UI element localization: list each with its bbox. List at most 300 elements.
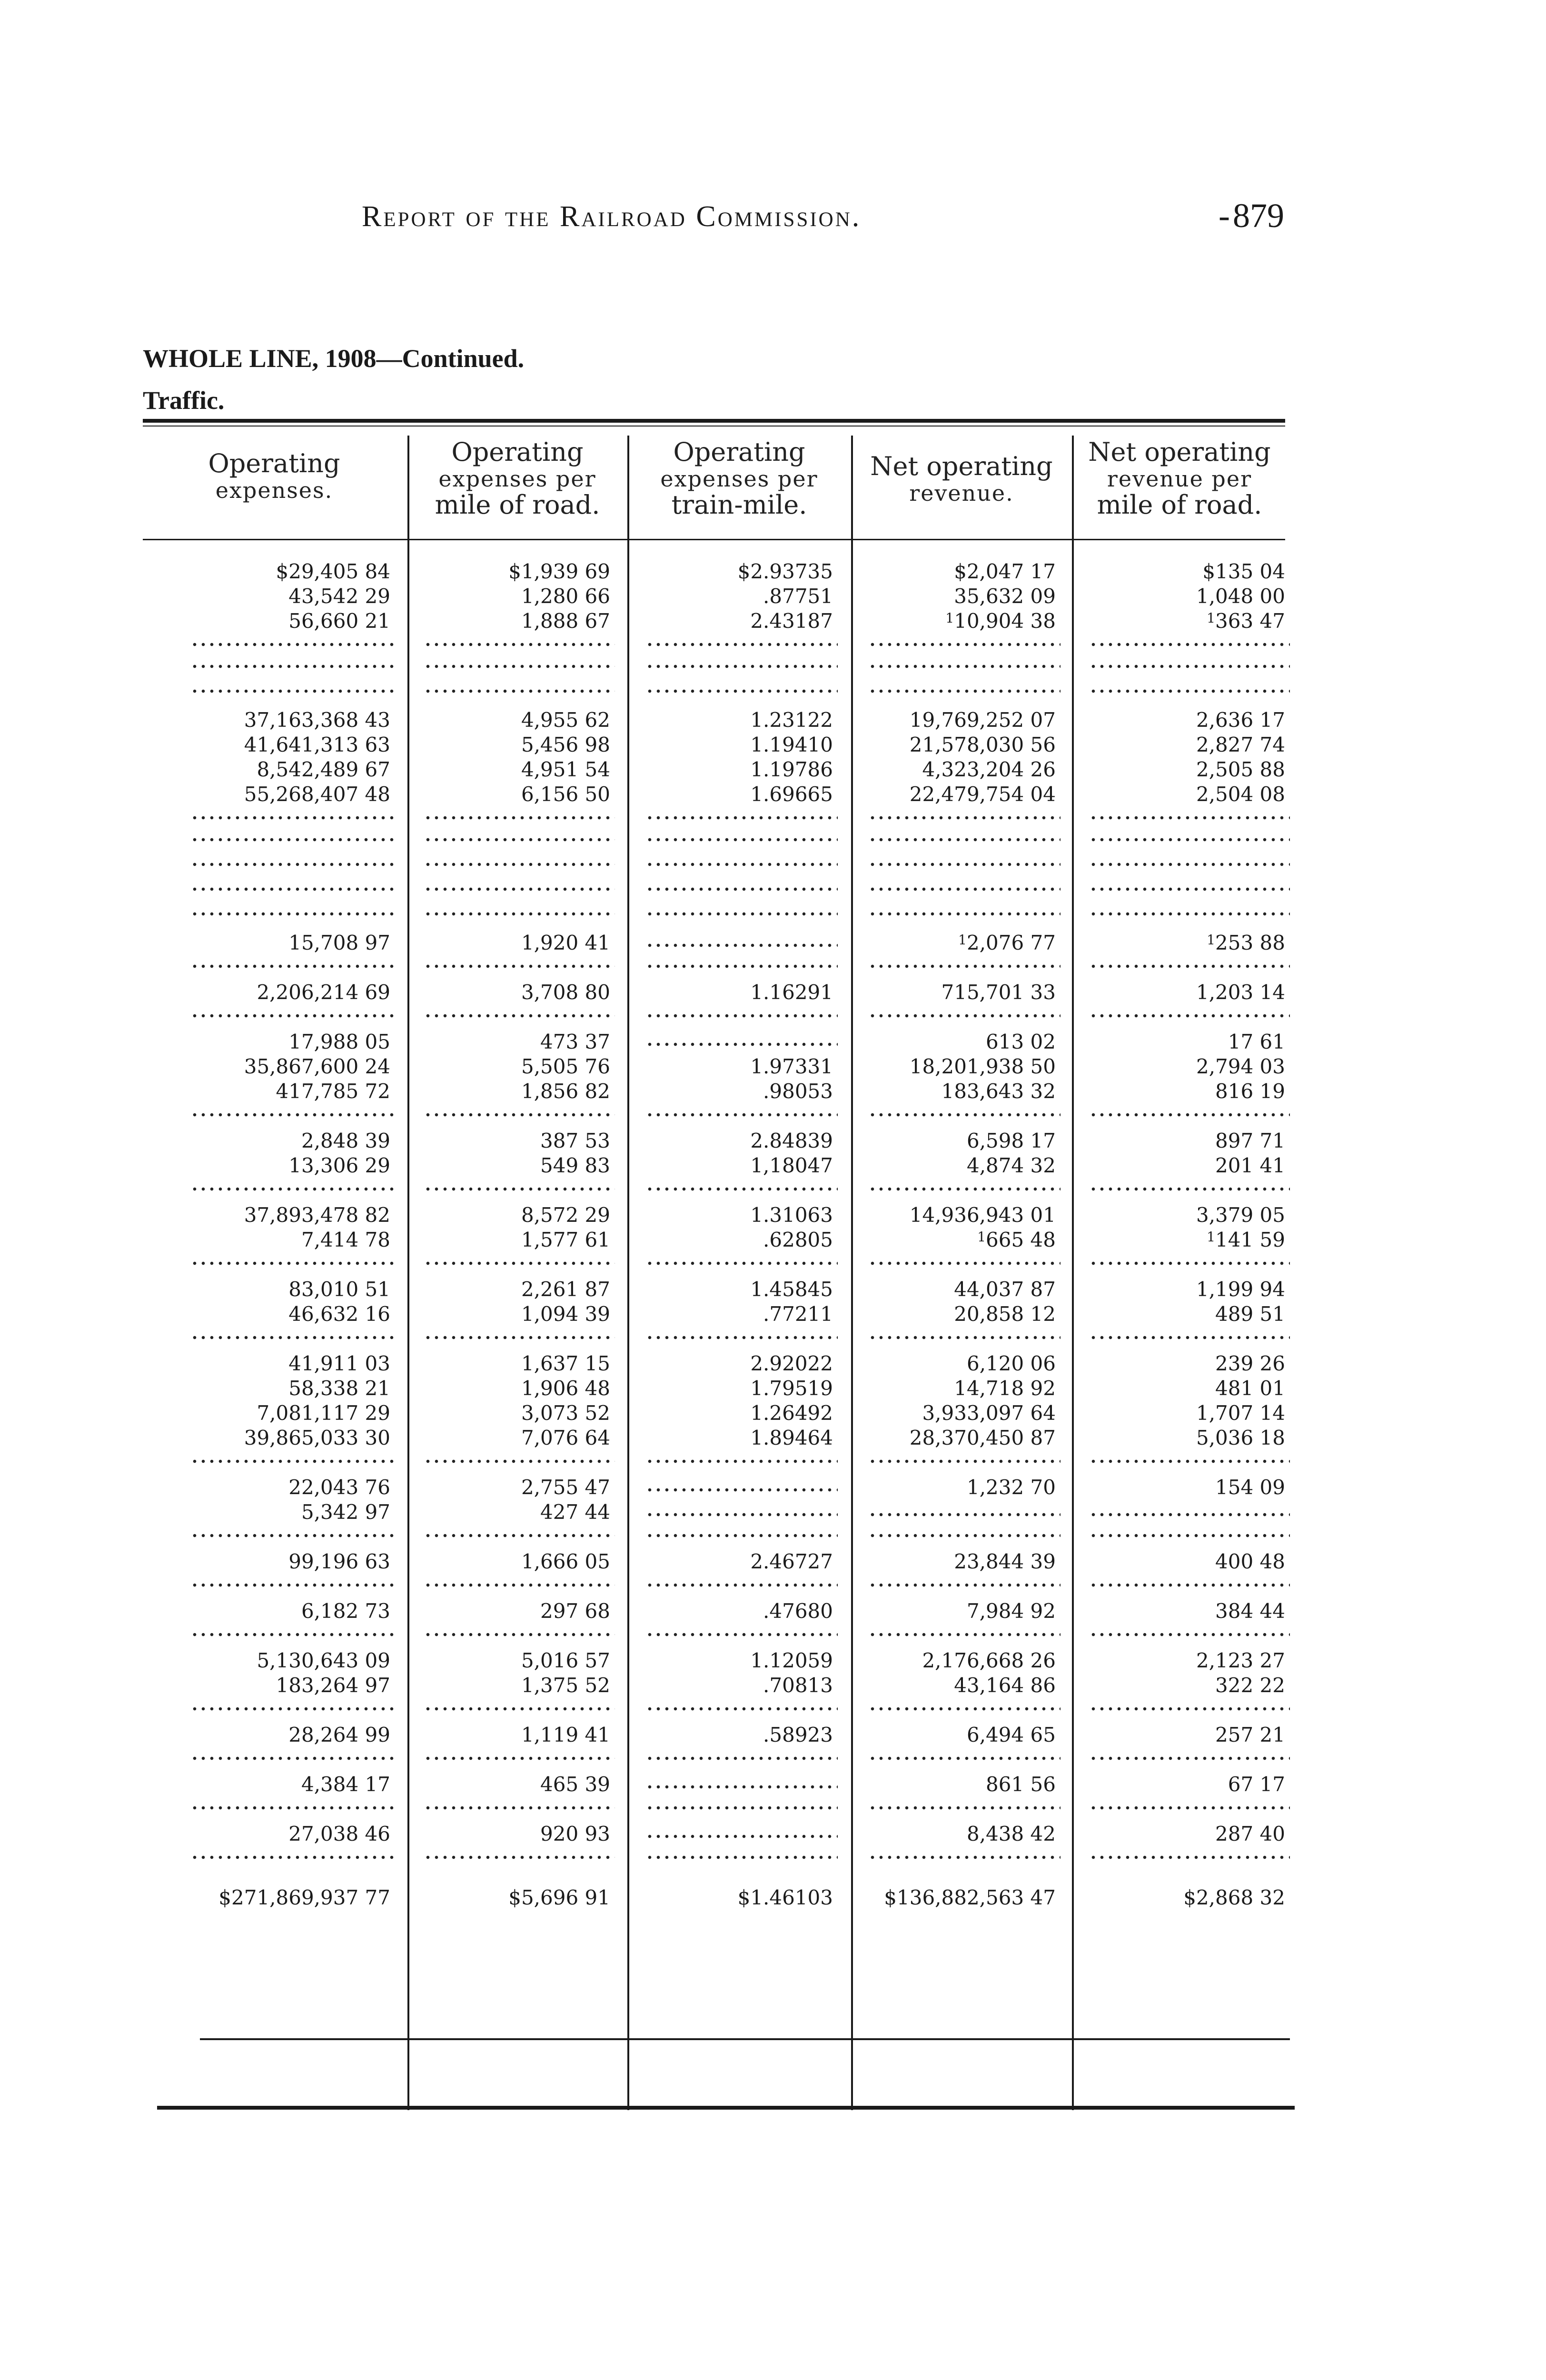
dot-leader bbox=[424, 642, 615, 647]
table-cell: $1,939 69 bbox=[508, 560, 610, 583]
table-cell: 2.43187 bbox=[750, 609, 833, 633]
page-number: 879 bbox=[1232, 197, 1284, 235]
dot-leader bbox=[190, 912, 395, 916]
table-cell: 2,261 87 bbox=[521, 1278, 610, 1301]
table-cell: 41,911 03 bbox=[288, 1352, 390, 1375]
table-cell: 2,176,668 26 bbox=[922, 1649, 1056, 1672]
dot-leader bbox=[424, 1583, 615, 1587]
dot-leader bbox=[1089, 887, 1290, 892]
dot-leader bbox=[1089, 1706, 1290, 1711]
subsection-title: Traffic. bbox=[143, 386, 225, 415]
dot-leader bbox=[645, 1756, 838, 1761]
dot-leader bbox=[868, 1112, 1060, 1117]
dot-leader bbox=[645, 1706, 838, 1711]
table-cell: .87751 bbox=[763, 585, 833, 608]
dot-leader bbox=[1089, 1187, 1290, 1191]
table-cell: 2.92022 bbox=[750, 1352, 833, 1375]
table-cell: 2.84839 bbox=[750, 1129, 833, 1152]
dot-leader bbox=[424, 1335, 615, 1340]
dot-leader bbox=[645, 1632, 838, 1637]
table-cell: 322 22 bbox=[1215, 1674, 1285, 1697]
table-cell: 28,264 99 bbox=[288, 1723, 390, 1746]
table-cell: 7,984 92 bbox=[966, 1599, 1056, 1623]
column-header bbox=[629, 438, 849, 533]
table-cell: 27,038 46 bbox=[288, 1822, 390, 1845]
table-cell: 1,906 48 bbox=[521, 1377, 610, 1400]
table-cell: 1.31063 bbox=[750, 1203, 833, 1227]
dot-leader bbox=[645, 689, 838, 694]
table-cell: 4,874 32 bbox=[966, 1154, 1056, 1177]
dot-leader bbox=[190, 1459, 395, 1464]
dot-leader bbox=[868, 1583, 1060, 1587]
table-cell: 83,010 51 bbox=[288, 1278, 390, 1301]
table-cell: 1,203 14 bbox=[1196, 981, 1285, 1004]
dot-leader bbox=[1089, 689, 1290, 694]
dot-leader bbox=[868, 837, 1060, 842]
dot-leader bbox=[868, 1187, 1060, 1191]
dot-leader bbox=[868, 1512, 1060, 1517]
table-cell: 1,094 39 bbox=[521, 1302, 610, 1326]
dot-leader bbox=[424, 1533, 615, 1538]
table-cell: 287 40 bbox=[1215, 1822, 1285, 1845]
dot-leader bbox=[424, 1805, 615, 1810]
table-cell: 1.23122 bbox=[750, 708, 833, 732]
dot-leader bbox=[1089, 912, 1290, 916]
dot-leader bbox=[645, 912, 838, 916]
dot-leader bbox=[645, 1855, 838, 1860]
dot-leader bbox=[645, 1187, 838, 1191]
dot-leader bbox=[1089, 1632, 1290, 1637]
dot-leader bbox=[190, 1756, 395, 1761]
dot-leader bbox=[645, 837, 838, 842]
table-cell: 1,199 94 bbox=[1196, 1278, 1285, 1301]
table-cell: 20,858 12 bbox=[954, 1302, 1056, 1326]
table-cell: 3,933,097 64 bbox=[922, 1401, 1056, 1425]
table-cell: 417,785 72 bbox=[276, 1080, 390, 1103]
column-header bbox=[853, 438, 1070, 547]
dot-leader bbox=[645, 1013, 838, 1018]
dot-leader bbox=[1089, 1261, 1290, 1266]
column-header-line: mile of road. bbox=[435, 490, 600, 520]
dot-leader bbox=[424, 1261, 615, 1266]
dot-leader bbox=[868, 1335, 1060, 1340]
dot-leader bbox=[1089, 1459, 1290, 1464]
table-cell: 22,043 76 bbox=[288, 1476, 390, 1499]
table-cell: 1,577 61 bbox=[521, 1228, 610, 1251]
dot-leader bbox=[645, 642, 838, 647]
dot-leader bbox=[1089, 1855, 1290, 1860]
dot-leader bbox=[645, 943, 838, 948]
table-cell: 1.69665 bbox=[750, 783, 833, 806]
dot-leader bbox=[424, 664, 615, 669]
table-cell: 154 09 bbox=[1215, 1476, 1285, 1499]
table-cell: 7,076 64 bbox=[521, 1426, 610, 1449]
table-cell: 4,955 62 bbox=[521, 708, 610, 732]
table-cell: 35,867,600 24 bbox=[244, 1055, 390, 1078]
table-cell: 1,637 15 bbox=[521, 1352, 610, 1375]
dot-leader bbox=[868, 887, 1060, 892]
total-cell: $5,696 91 bbox=[508, 1886, 610, 1909]
table-cell: 489 51 bbox=[1215, 1302, 1285, 1326]
table-cell: 715,701 33 bbox=[941, 981, 1056, 1004]
dot-leader bbox=[868, 1632, 1060, 1637]
dot-leader bbox=[190, 1187, 395, 1191]
table-cell: 55,268,407 48 bbox=[244, 783, 390, 806]
table-cell: 1,707 14 bbox=[1196, 1401, 1285, 1425]
table-cell: 2,794 03 bbox=[1196, 1055, 1285, 1078]
table-cell: $^1$2,076 77 bbox=[958, 931, 1056, 954]
column-header-line: mile of road. bbox=[1097, 490, 1262, 520]
table-cell: 1,920 41 bbox=[521, 931, 610, 954]
table-cell: 5,505 76 bbox=[521, 1055, 610, 1078]
dot-leader bbox=[868, 642, 1060, 647]
column-header-line: Operating bbox=[208, 448, 340, 478]
column-header-line: revenue. bbox=[909, 480, 1014, 506]
dot-leader bbox=[424, 1706, 615, 1711]
table-cell: 39,865,033 30 bbox=[244, 1426, 390, 1449]
dot-leader bbox=[424, 1013, 615, 1018]
table-cell: 15,708 97 bbox=[288, 931, 390, 954]
table-cell: 5,456 98 bbox=[521, 733, 610, 756]
table-cell: 257 21 bbox=[1215, 1723, 1285, 1746]
table-cell: 239 26 bbox=[1215, 1352, 1285, 1375]
table-cell: 37,893,478 82 bbox=[244, 1203, 390, 1227]
table-cell: 1,119 41 bbox=[521, 1723, 610, 1746]
dot-leader bbox=[190, 1533, 395, 1538]
dot-leader bbox=[645, 1805, 838, 1810]
table-cell: 6,156 50 bbox=[521, 783, 610, 806]
dot-leader bbox=[424, 912, 615, 916]
table-cell: 37,163,368 43 bbox=[244, 708, 390, 732]
dot-leader bbox=[645, 1042, 838, 1047]
table-cell: 4,384 17 bbox=[301, 1773, 390, 1796]
dot-leader bbox=[645, 1512, 838, 1517]
dot-leader bbox=[1089, 664, 1290, 669]
table-cell: 1,666 05 bbox=[521, 1550, 610, 1573]
dot-leader bbox=[868, 664, 1060, 669]
dot-leader bbox=[1089, 1512, 1290, 1517]
dot-leader bbox=[190, 1805, 395, 1810]
table-cell: 2,123 27 bbox=[1196, 1649, 1285, 1672]
dot-leader bbox=[190, 862, 395, 867]
dot-leader bbox=[190, 689, 395, 694]
dot-leader bbox=[645, 1488, 838, 1492]
table-cell: 58,338 21 bbox=[288, 1377, 390, 1400]
table-cell: 6,120 06 bbox=[966, 1352, 1056, 1375]
table-cell: 7,081,117 29 bbox=[257, 1401, 390, 1425]
table-cell: 3,379 05 bbox=[1196, 1203, 1285, 1227]
table-cell: 384 44 bbox=[1215, 1599, 1285, 1623]
dot-leader bbox=[645, 1459, 838, 1464]
table-cell: 1.26492 bbox=[750, 1401, 833, 1425]
table-cell: 22,479,754 04 bbox=[909, 783, 1056, 806]
dot-leader bbox=[1089, 1335, 1290, 1340]
dot-leader bbox=[645, 862, 838, 867]
dot-leader bbox=[868, 1706, 1060, 1711]
table-cell: 17 61 bbox=[1228, 1030, 1285, 1053]
table-cell: 67 17 bbox=[1228, 1773, 1285, 1796]
dot-leader bbox=[190, 815, 395, 820]
table-cell: 1.12059 bbox=[750, 1649, 833, 1672]
dot-leader bbox=[645, 887, 838, 892]
dot-leader bbox=[868, 912, 1060, 916]
table-cell: 5,130,643 09 bbox=[257, 1649, 390, 1672]
table-cell: 7,414 78 bbox=[301, 1228, 390, 1251]
dot-leader bbox=[190, 664, 395, 669]
dot-leader bbox=[645, 964, 838, 969]
table-cell: 2.46727 bbox=[750, 1550, 833, 1573]
dot-leader bbox=[645, 664, 838, 669]
table-cell: 1.79519 bbox=[750, 1377, 833, 1400]
dot-leader bbox=[424, 815, 615, 820]
dot-leader bbox=[645, 1834, 838, 1839]
table-cell: $29,405 84 bbox=[276, 560, 390, 583]
table-cell: 6,598 17 bbox=[966, 1129, 1056, 1152]
table-cell: 44,037 87 bbox=[954, 1278, 1056, 1301]
table-cell: .98053 bbox=[763, 1080, 833, 1103]
table-cell: 14,718 92 bbox=[954, 1377, 1056, 1400]
table-cell: 41,641,313 63 bbox=[244, 733, 390, 756]
column-divider bbox=[627, 436, 629, 2110]
table-cell: 14,936,943 01 bbox=[909, 1203, 1056, 1227]
table-cell: 8,438 42 bbox=[966, 1822, 1056, 1845]
page-number-container bbox=[1219, 196, 1284, 236]
table-cell: 183,643 32 bbox=[941, 1080, 1056, 1103]
table-cell: 400 48 bbox=[1215, 1550, 1285, 1573]
dot-leader bbox=[190, 1583, 395, 1587]
table-cell: 2,848 39 bbox=[301, 1129, 390, 1152]
dot-leader bbox=[645, 1261, 838, 1266]
table-cell: 549 83 bbox=[540, 1154, 610, 1177]
table-cell: 1.45845 bbox=[750, 1278, 833, 1301]
dot-leader bbox=[868, 862, 1060, 867]
table-cell: 43,164 86 bbox=[954, 1674, 1056, 1697]
table-cell: 6,182 73 bbox=[301, 1599, 390, 1623]
table-cell: 1.19410 bbox=[750, 733, 833, 756]
table-cell: 297 68 bbox=[540, 1599, 610, 1623]
table-cell: .77211 bbox=[763, 1302, 833, 1326]
dot-leader bbox=[190, 1112, 395, 1117]
table-cell: 1,232 70 bbox=[966, 1476, 1056, 1499]
running-head: Report of the Railroad Commission. bbox=[362, 200, 862, 233]
column-divider bbox=[407, 436, 409, 2110]
table-cell: 427 44 bbox=[540, 1500, 610, 1524]
column-header-line: Net operating bbox=[1088, 437, 1271, 467]
dot-leader bbox=[190, 642, 395, 647]
table-cell: 4,951 54 bbox=[521, 758, 610, 781]
dot-leader bbox=[645, 1583, 838, 1587]
total-cell: $1.46103 bbox=[737, 1886, 833, 1909]
dot-leader bbox=[424, 1855, 615, 1860]
dot-leader bbox=[868, 1013, 1060, 1018]
total-rule bbox=[200, 2038, 1290, 2040]
dot-leader bbox=[1089, 815, 1290, 820]
table-cell: 3,073 52 bbox=[521, 1401, 610, 1425]
table-cell: 465 39 bbox=[540, 1773, 610, 1796]
dot-leader bbox=[868, 815, 1060, 820]
dot-leader bbox=[1089, 1533, 1290, 1538]
dot-leader bbox=[1089, 837, 1290, 842]
column-divider bbox=[1072, 436, 1074, 2110]
table-cell: 8,542,489 67 bbox=[257, 758, 390, 781]
table-cell: 5,036 18 bbox=[1196, 1426, 1285, 1449]
column-header bbox=[1074, 438, 1285, 533]
table-cell: 1,856 82 bbox=[521, 1080, 610, 1103]
table-cell: 2,636 17 bbox=[1196, 708, 1285, 732]
dot-leader bbox=[424, 689, 615, 694]
dot-leader bbox=[424, 1459, 615, 1464]
table-cell: 1.97331 bbox=[750, 1055, 833, 1078]
table-cell: 897 71 bbox=[1215, 1129, 1285, 1152]
table-cell: $2,047 17 bbox=[954, 560, 1056, 583]
table-cell: 8,572 29 bbox=[521, 1203, 610, 1227]
dot-leader bbox=[868, 689, 1060, 694]
dot-leader bbox=[190, 837, 395, 842]
table-cell: 2,755 47 bbox=[521, 1476, 610, 1499]
dot-leader bbox=[1089, 964, 1290, 969]
column-header-line: Operating bbox=[673, 437, 805, 467]
table-cell: 18,201,938 50 bbox=[909, 1055, 1056, 1078]
table-cell: 920 93 bbox=[540, 1822, 610, 1845]
table-cell: 21,578,030 56 bbox=[909, 733, 1056, 756]
table-cell: 23,844 39 bbox=[954, 1550, 1056, 1573]
table-cell: 613 02 bbox=[986, 1030, 1056, 1053]
table-cell: $^1$665 48 bbox=[977, 1228, 1056, 1251]
dot-leader bbox=[645, 1785, 838, 1789]
dot-leader bbox=[424, 1632, 615, 1637]
table-cell: 5,342 97 bbox=[301, 1500, 390, 1524]
table-cell: 387 53 bbox=[540, 1129, 610, 1152]
table-cell: $^1$363 47 bbox=[1207, 609, 1285, 633]
table-cell: 13,306 29 bbox=[288, 1154, 390, 1177]
table-cell: 4,323,204 26 bbox=[922, 758, 1056, 781]
dot-leader bbox=[190, 1261, 395, 1266]
dot-leader bbox=[868, 1855, 1060, 1860]
column-header-line: Net operating bbox=[870, 451, 1053, 481]
bottom-rule bbox=[157, 2106, 1295, 2110]
dot-leader bbox=[190, 1013, 395, 1018]
column-divider bbox=[851, 436, 853, 2110]
table-cell: 3,708 80 bbox=[521, 981, 610, 1004]
dot-leader bbox=[645, 1335, 838, 1340]
table-cell: 2,505 88 bbox=[1196, 758, 1285, 781]
dot-leader bbox=[868, 1459, 1060, 1464]
dot-leader bbox=[424, 1187, 615, 1191]
dot-leader bbox=[1089, 1583, 1290, 1587]
dot-leader bbox=[190, 887, 395, 892]
table-cell: 2,206,214 69 bbox=[257, 981, 390, 1004]
column-header bbox=[409, 438, 625, 533]
dot-leader bbox=[1089, 642, 1290, 647]
table-cell: 46,632 16 bbox=[288, 1302, 390, 1326]
dot-leader bbox=[645, 815, 838, 820]
dot-leader bbox=[1089, 1112, 1290, 1117]
table-cell: $135 04 bbox=[1202, 560, 1285, 583]
section-title: WHOLE LINE, 1908—Continued. bbox=[143, 344, 525, 373]
dot-leader bbox=[645, 1112, 838, 1117]
dot-leader bbox=[868, 1756, 1060, 1761]
table-cell: 19,769,252 07 bbox=[909, 708, 1056, 732]
dot-leader bbox=[190, 1632, 395, 1637]
table-cell: 861 56 bbox=[986, 1773, 1056, 1796]
dot-leader bbox=[424, 837, 615, 842]
table-cell: 1,888 67 bbox=[521, 609, 610, 633]
table-cell: .58923 bbox=[763, 1723, 833, 1746]
column-header bbox=[143, 438, 406, 545]
column-header-line: Operating bbox=[451, 437, 584, 467]
table-cell: $^1$253 88 bbox=[1207, 931, 1285, 954]
total-cell: $2,868 32 bbox=[1183, 1886, 1285, 1909]
table-cell: 17,988 05 bbox=[288, 1030, 390, 1053]
table-cell: 1,048 00 bbox=[1196, 585, 1285, 608]
table-cell: $^1$141 59 bbox=[1207, 1228, 1285, 1251]
table-cell: 481 01 bbox=[1215, 1377, 1285, 1400]
dot-leader bbox=[190, 1335, 395, 1340]
table-cell: 183,264 97 bbox=[276, 1674, 390, 1697]
table-cell: 1.19786 bbox=[750, 758, 833, 781]
dot-leader bbox=[1089, 1805, 1290, 1810]
dot-leader bbox=[424, 887, 615, 892]
table-cell: 816 19 bbox=[1215, 1080, 1285, 1103]
dot-leader bbox=[1089, 862, 1290, 867]
dot-leader bbox=[424, 964, 615, 969]
dot-leader bbox=[1089, 1756, 1290, 1761]
top-rule-thick bbox=[143, 419, 1285, 423]
dot-leader bbox=[1089, 1013, 1290, 1018]
table-cell: 35,632 09 bbox=[954, 585, 1056, 608]
table-cell: 6,494 65 bbox=[966, 1723, 1056, 1746]
table-cell: 56,660 21 bbox=[288, 609, 390, 633]
table-cell: .47680 bbox=[763, 1599, 833, 1623]
column-header-line: expenses. bbox=[215, 477, 333, 503]
column-header-line: revenue per bbox=[1107, 466, 1252, 492]
dot-leader bbox=[424, 1112, 615, 1117]
table-cell: 1.89464 bbox=[750, 1426, 833, 1449]
total-cell: $271,869,937 77 bbox=[218, 1886, 390, 1909]
column-header-line: train-mile. bbox=[671, 490, 807, 520]
table-cell: 1,280 66 bbox=[521, 585, 610, 608]
dot-leader bbox=[424, 1756, 615, 1761]
table-cell: 2,504 08 bbox=[1196, 783, 1285, 806]
table-cell: $2.93735 bbox=[737, 560, 833, 583]
table-cell: 43,542 29 bbox=[288, 585, 390, 608]
dot-leader bbox=[645, 1533, 838, 1538]
dot-leader bbox=[424, 862, 615, 867]
page-number-dash: - bbox=[1219, 197, 1230, 235]
dot-leader bbox=[868, 1261, 1060, 1266]
table-cell: 28,370,450 87 bbox=[909, 1426, 1056, 1449]
dot-leader bbox=[190, 1855, 395, 1860]
dot-leader bbox=[868, 964, 1060, 969]
column-header-line: expenses per bbox=[660, 466, 818, 492]
table-cell: 1,375 52 bbox=[521, 1674, 610, 1697]
table-cell: 1.16291 bbox=[750, 981, 833, 1004]
dot-leader bbox=[190, 964, 395, 969]
table-cell: .70813 bbox=[763, 1674, 833, 1697]
table-cell: 99,196 63 bbox=[288, 1550, 390, 1573]
column-header-line: expenses per bbox=[438, 466, 596, 492]
dot-leader bbox=[868, 1533, 1060, 1538]
total-cell: $136,882,563 47 bbox=[884, 1886, 1056, 1909]
table-cell: 2,827 74 bbox=[1196, 733, 1285, 756]
table-cell: 1,18047 bbox=[750, 1154, 833, 1177]
dot-leader bbox=[190, 1706, 395, 1711]
table-cell: 473 37 bbox=[540, 1030, 610, 1053]
dot-leader bbox=[868, 1805, 1060, 1810]
table-cell: 5,016 57 bbox=[521, 1649, 610, 1672]
table-cell: $^1$10,904 38 bbox=[945, 609, 1056, 633]
table-cell: 201 41 bbox=[1215, 1154, 1285, 1177]
